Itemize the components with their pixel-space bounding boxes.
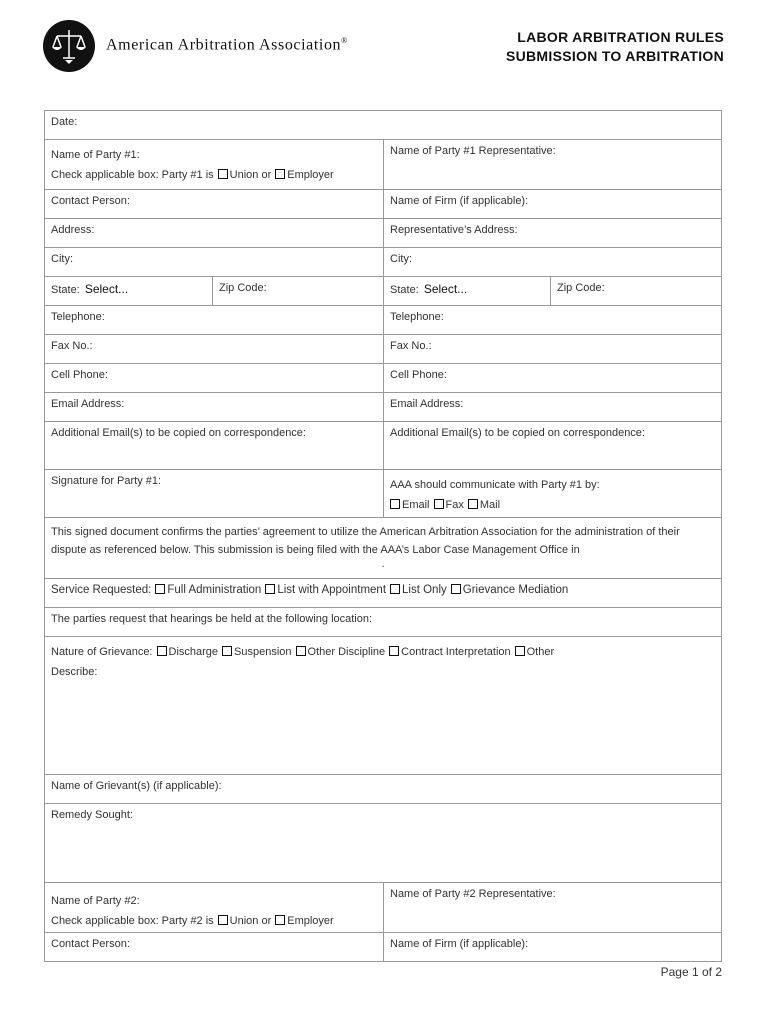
hearing-location-field[interactable]: The parties request that hearings be held at the following location: <box>51 613 373 625</box>
party2-employer-checkbox[interactable] <box>275 915 285 925</box>
list-appointment-checkbox[interactable] <box>265 584 275 594</box>
other-discipline-checkbox[interactable] <box>296 646 306 656</box>
agreement-text: This signed document confirms the parties’ agreement to utilize the American Arbitration Association for the administration of their dispute as referenced below. This submission is being filed with the AAA’s Labor Case Management Office in . <box>51 526 680 570</box>
party1-name-field[interactable]: Name of Party #1: <box>51 149 140 161</box>
communicate-label: AAA should communicate with Party #1 by: <box>390 479 600 491</box>
zip-field[interactable]: Zip Code: <box>219 282 267 294</box>
party1-rep-field[interactable]: Name of Party #1 Representative: <box>383 140 721 189</box>
communication-method: Email Fax Mail <box>390 495 715 515</box>
party2-rep-field[interactable]: Name of Party #2 Representative: <box>383 883 721 932</box>
union-checkbox[interactable] <box>218 169 228 179</box>
city-field[interactable]: City: <box>51 253 73 265</box>
address-field[interactable]: Address: <box>51 224 95 236</box>
org-name: American Arbitration Association® <box>106 36 348 54</box>
contact-person-field[interactable]: Contact Person: <box>51 195 130 207</box>
party2-type-choice: Check applicable box: Party #2 is Union or Employer <box>51 915 334 927</box>
date-field[interactable]: Date: <box>51 116 78 128</box>
other-checkbox[interactable] <box>515 646 525 656</box>
rep-zip-field[interactable]: Zip Code: <box>557 282 605 294</box>
party1-type-choice: Check applicable box: Party #1 is Union or Employer <box>51 169 334 181</box>
grievant-field[interactable]: Name of Grievant(s) (if applicable): <box>51 780 222 792</box>
date-row <box>45 111 721 140</box>
rep-telephone-field[interactable]: Telephone: <box>383 306 721 334</box>
rep-cell-phone-field[interactable]: Cell Phone: <box>383 364 721 392</box>
aaa-logo <box>43 20 95 72</box>
party2-firm-name-field[interactable]: Name of Firm (if applicable): <box>383 933 721 961</box>
page-number: Page 1 of 2 <box>660 965 722 979</box>
email-field[interactable]: Email Address: <box>51 398 125 410</box>
signature-party1-field[interactable]: Signature for Party #1: <box>51 475 162 487</box>
rep-additional-email-field[interactable]: Additional Email(s) to be copied on correspondence: <box>383 422 721 469</box>
comm-email-checkbox[interactable] <box>390 499 400 509</box>
employer-checkbox[interactable] <box>275 169 285 179</box>
comm-fax-checkbox[interactable] <box>434 499 444 509</box>
cell-phone-field[interactable]: Cell Phone: <box>51 369 108 381</box>
state-select[interactable]: Select... <box>84 282 129 296</box>
rep-city-field[interactable]: City: <box>383 248 721 276</box>
party2-contact-person-field[interactable]: Contact Person: <box>51 938 130 950</box>
rep-fax-field[interactable]: Fax No.: <box>383 335 721 363</box>
form-title: LABOR ARBITRATION RULES SUBMISSION TO ARBITRATION <box>505 29 724 64</box>
rep-address-field[interactable]: Representative’s Address: <box>383 219 721 247</box>
nature-of-grievance: Nature of Grievance: Discharge Suspension Other Discipline Contract Interpretation Other <box>51 646 555 658</box>
describe-field[interactable]: Describe: <box>51 666 98 678</box>
party1-row <box>45 140 721 190</box>
service-requested-row: Service Requested: Full Administration List with Appointment List Only Grievance Mediation <box>45 579 721 608</box>
firm-name-field[interactable]: Name of Firm (if applicable): <box>383 190 721 218</box>
rep-email-field[interactable]: Email Address: <box>383 393 721 421</box>
full-admin-checkbox[interactable] <box>155 584 165 594</box>
party2-row <box>45 883 721 933</box>
additional-email-field[interactable]: Additional Email(s) to be copied on correspondence: <box>51 427 306 439</box>
fax-field[interactable]: Fax No.: <box>51 340 93 352</box>
party2-union-checkbox[interactable] <box>218 915 228 925</box>
suspension-checkbox[interactable] <box>222 646 232 656</box>
remedy-field[interactable]: Remedy Sought: <box>51 809 133 821</box>
rep-state-select[interactable]: Select... <box>423 282 468 296</box>
contract-interpretation-checkbox[interactable] <box>389 646 399 656</box>
list-only-checkbox[interactable] <box>390 584 400 594</box>
discharge-checkbox[interactable] <box>157 646 167 656</box>
grievance-mediation-checkbox[interactable] <box>451 584 461 594</box>
telephone-field[interactable]: Telephone: <box>51 311 105 323</box>
submission-form: Date: Name of Party #1: Check applicable box: Party #1 is Union or Employer Name of Party #1 Representative: Contact Person: Name of Firm (if applicable): Address: Representative’s Address: City: City: State: Select... Zip Code: State: Select... Zip Code: Telephone: Telephone: Fax No.: Fax No.: Cell Phone: Cell Phone: Email Address: Email Address: Additional Email(s) to be copied on correspondence: Additional Email(s) to be copied on correspondence: Signature for Party #1: AAA should communicate with Party #1 by: Email Fax Mail This signed document confirms the parties’ agreement to utilize the American Arbitration Association for the administration of their dispute as referenced below. This submission is being filed with the AAA’s Labor Case Management Office in . Service Requested: Full Administration List with Appointment List Only Grievance Mediation The parties request that hearings be held at the following location: Nature of Grievance: Discharge Suspension Other Discipline Contract Interpretation Other Describe: Name of Grievant(s) (if applicable): Remedy Sought: Name of Party #2: Check applicable box: Party #2 is Union or Employer Name of Party #2 Representative: Contact Person: Name of Firm (if applicable): <box>44 110 722 962</box>
party2-name-field[interactable]: Name of Party #2: <box>51 895 140 907</box>
comm-mail-checkbox[interactable] <box>468 499 478 509</box>
scales-of-justice-icon <box>43 20 95 72</box>
